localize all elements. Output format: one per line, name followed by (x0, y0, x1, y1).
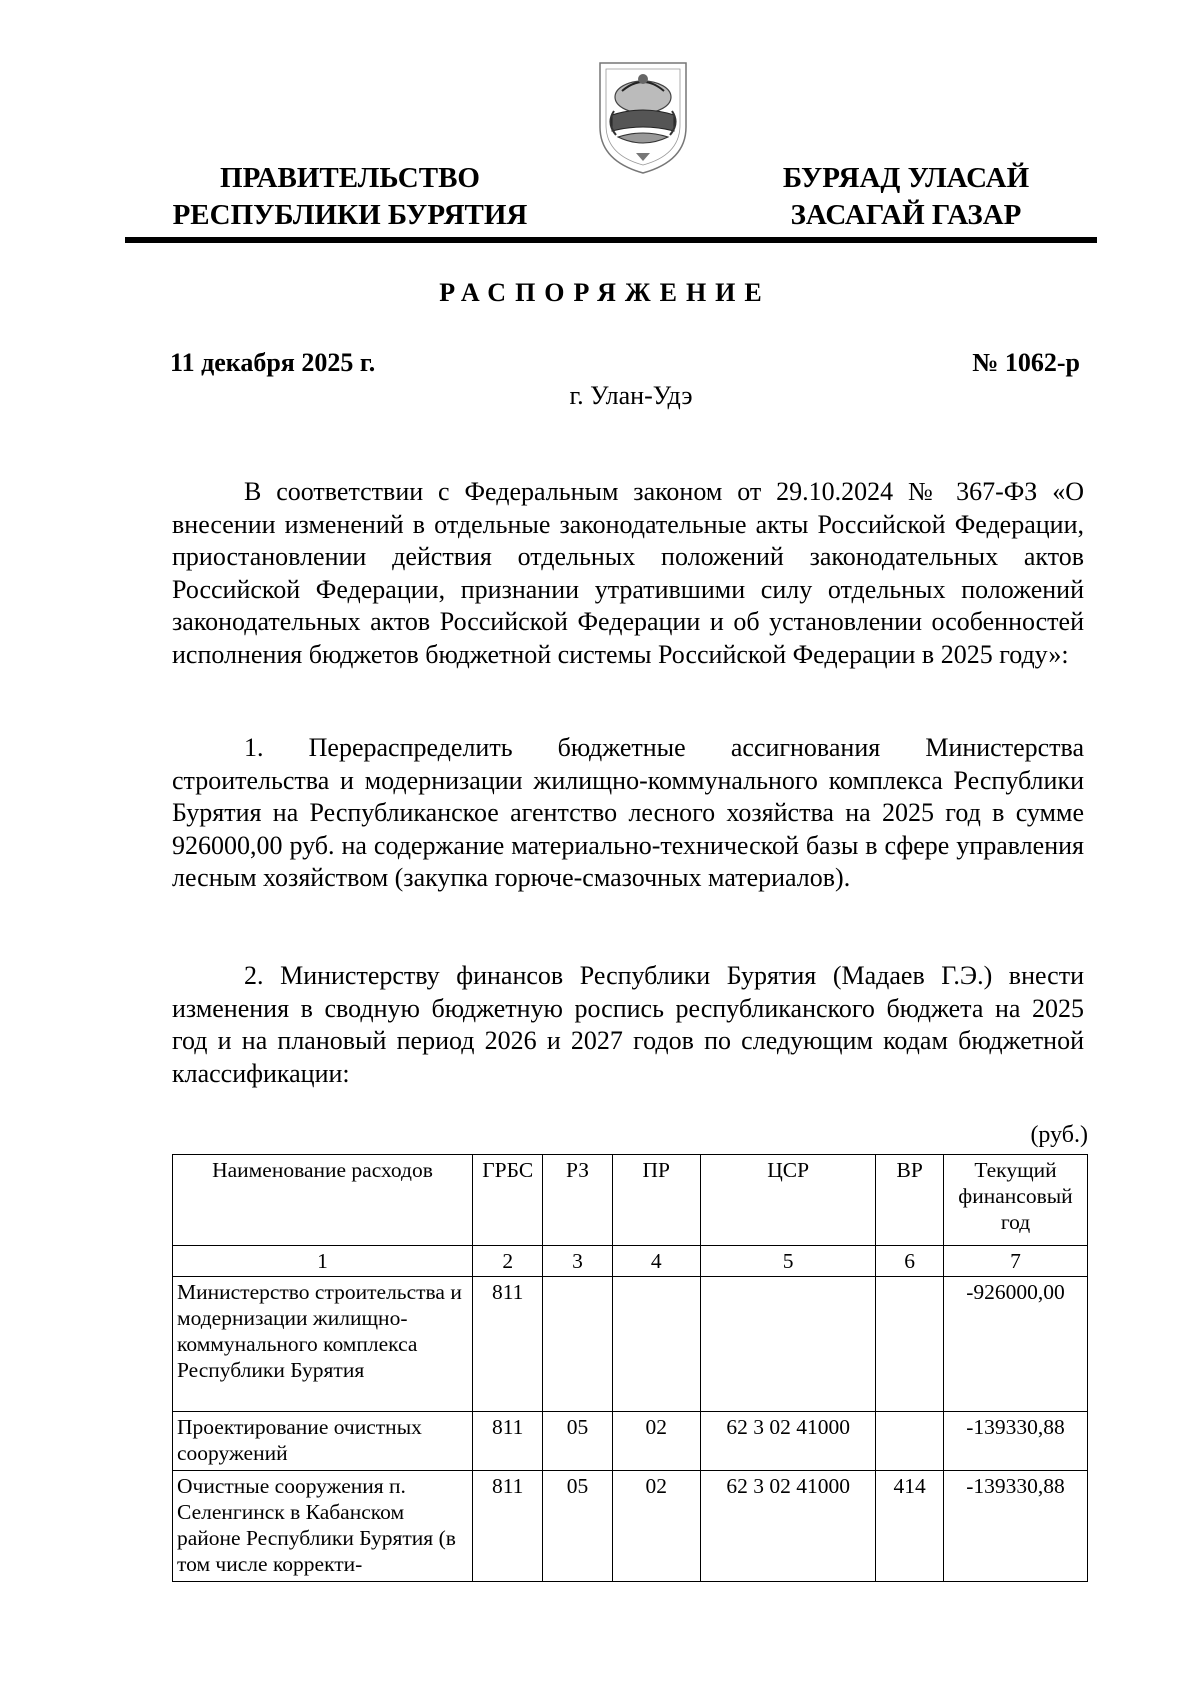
table-column-numbers-row (173, 1246, 1088, 1277)
government-name-line2: РЕСПУБЛИКИ БУРЯТИЯ (172, 199, 528, 231)
cell-vr (876, 1277, 944, 1412)
col-number: 3 (543, 1246, 612, 1277)
cell-grbs: 811 (472, 1412, 542, 1471)
cell-vr: 414 (876, 1471, 944, 1582)
cell-rz: 05 (543, 1412, 612, 1471)
government-name-russian (170, 160, 530, 234)
col-number: 5 (700, 1246, 875, 1277)
currency-unit: (руб.) (1030, 1122, 1088, 1148)
government-name-buryat-line1: БУРЯАД УЛАСАЙ (782, 162, 1030, 194)
clause-2-paragraph: 2. Министерству финансов Республики Бурятия (Мадаев Г.Э.) внести изменения в сводную бюджетную роспись республиканского бюджета на 2025 год и на плановый период 2026 и 2027 годов по следующим кодам бюджетной классификации: (172, 961, 1084, 1088)
cell-rz: 05 (543, 1471, 612, 1582)
col-number: 2 (472, 1246, 542, 1277)
cell-csr (700, 1277, 875, 1412)
cell-amount: -139330,88 (943, 1471, 1087, 1582)
budget-table (172, 1154, 1088, 1582)
cell-pr: 02 (612, 1471, 700, 1582)
cell-grbs: 811 (472, 1277, 542, 1412)
coat-of-arms-emblem (592, 57, 694, 177)
cell-pr: 02 (612, 1412, 700, 1471)
cell-csr: 62 3 02 41000 (700, 1412, 875, 1471)
document-date: 11 декабря 2025 г. (170, 348, 376, 377)
cell-amount: -139330,88 (943, 1412, 1087, 1471)
col-header-amount: Текущий финансовый год (943, 1155, 1087, 1246)
document-city: г. Улан-Удэ (569, 381, 693, 410)
col-header-pr: ПР (612, 1155, 700, 1246)
clause-1-paragraph: 1. Перераспределить бюджетные ассигнования Министерства строительства и модернизации жилищно-коммунального комплекса Республики Бурятия на Республиканское агентство лесного хозяйства на 2025 год в сумме 926000,00 руб. на содержание материально-технической базы в сфере управления лесным хозяйством (закупка горюче-смазочных материалов). (172, 733, 1084, 892)
header-divider (125, 237, 1097, 243)
cell-pr (612, 1277, 700, 1412)
document-type: РАСПОРЯЖЕНИЕ (439, 278, 771, 307)
government-name-line1: ПРАВИТЕЛЬСТВО (220, 162, 480, 194)
government-name-buryat-line2: ЗАСАГАЙ ГАЗАР (790, 199, 1022, 231)
table-row (173, 1471, 1088, 1582)
preamble-paragraph: В соответствии с Федеральным законом от 29.10.2024 № 367-ФЗ «О внесении изменений в отдельные законодательные акты Российской Федерации, приостановлении действия отдельных положений законодательных актов Российской Федерации, признании утратившими силу отдельных положений законодательных актов Российской Федерации и об установлении особенностей исполнения бюджетов бюджетной системы Российской Федерации в 2025 году»: (172, 477, 1084, 669)
col-number: 6 (876, 1246, 944, 1277)
document-number: № 1062-р (972, 348, 1080, 377)
table-header-row (173, 1155, 1088, 1246)
cell-name: Министерство строительства и модернизации жилищно-коммунального комплекса Республики Бурятия (173, 1277, 473, 1412)
col-header-grbs: ГРБС (472, 1155, 542, 1246)
cell-grbs: 811 (472, 1471, 542, 1582)
government-name-buryat (756, 160, 1056, 234)
col-header-csr: ЦСР (700, 1155, 875, 1246)
cell-name: Проектирование очистных сооружений (173, 1412, 473, 1471)
col-header-name: Наименование расходов (173, 1155, 473, 1246)
cell-amount: -926000,00 (943, 1277, 1087, 1412)
table-row (173, 1412, 1088, 1471)
col-number: 1 (173, 1246, 473, 1277)
col-header-vr: ВР (876, 1155, 944, 1246)
cell-rz (543, 1277, 612, 1412)
cell-vr (876, 1412, 944, 1471)
col-number: 7 (943, 1246, 1087, 1277)
cell-csr: 62 3 02 41000 (700, 1471, 875, 1582)
col-header-rz: РЗ (543, 1155, 612, 1246)
col-number: 4 (612, 1246, 700, 1277)
table-row (173, 1277, 1088, 1412)
cell-name: Очистные сооружения п. Селенгинск в Кабанском районе Республики Бурятия (в том числе корректи- (173, 1471, 473, 1582)
